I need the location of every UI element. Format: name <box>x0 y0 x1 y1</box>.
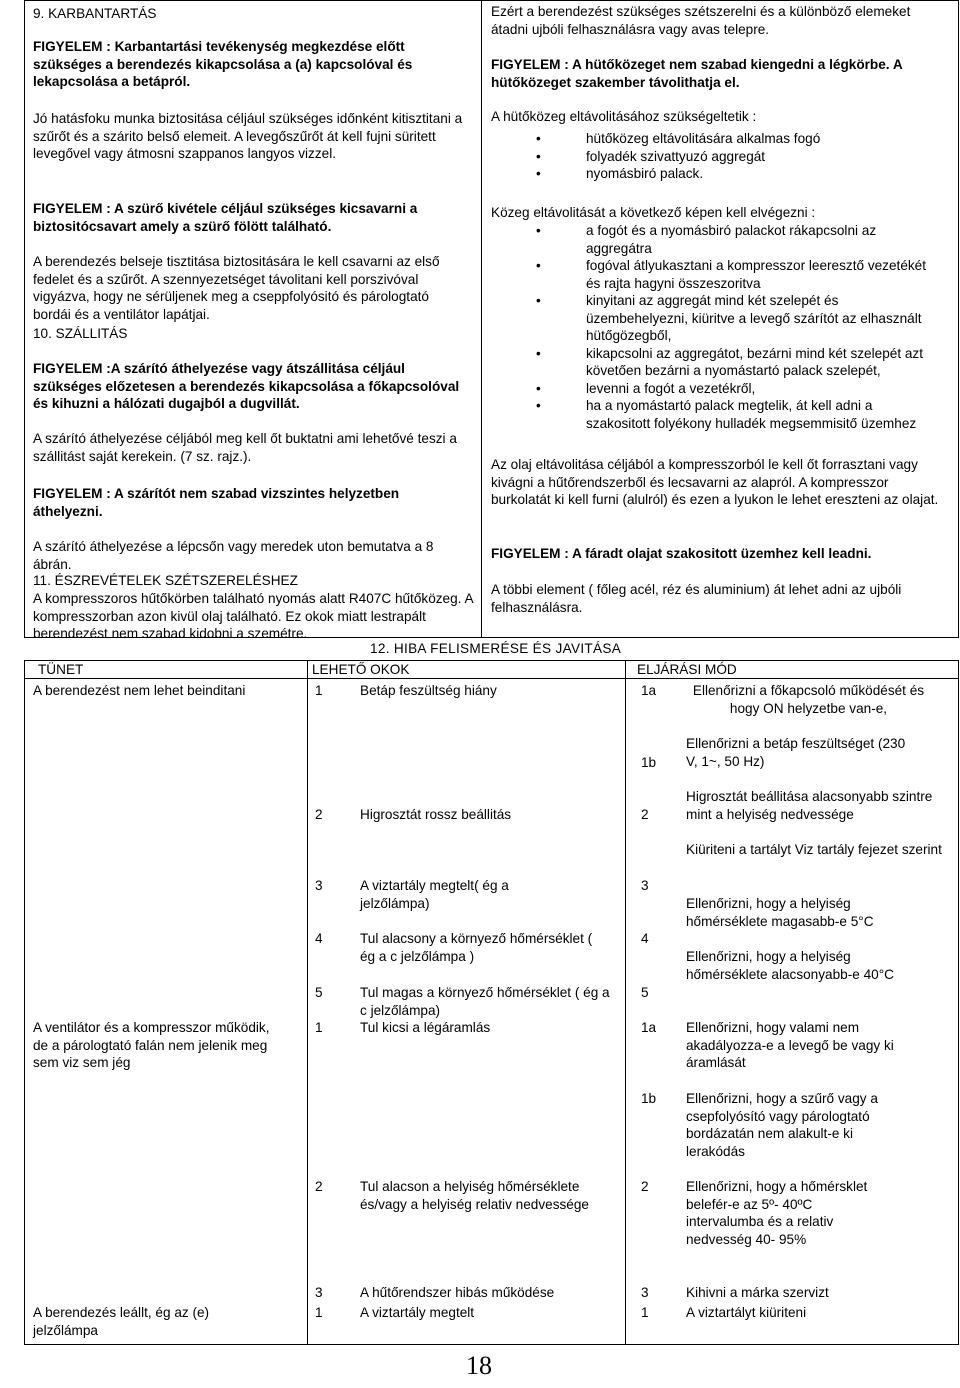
list-item: • folyadék szivattyuzó aggregát <box>491 148 941 166</box>
cause-number: 2 <box>315 1179 323 1194</box>
cause-text: Tul kicsi a légáramlás <box>360 1020 491 1035</box>
warning-oil: FIGYELEM : A fáradt olajat szakositott üzemhez kell leadni. <box>491 546 872 561</box>
section-10-heading: 10. SZÁLLITÁS <box>33 326 128 341</box>
header-causes: LEHETŐ OKOK <box>312 662 410 677</box>
header-symptom: TÜNET <box>38 662 84 677</box>
requirements-list <box>491 130 941 183</box>
action-text: Ellenőrizni, hogy a helyiség hőmérséklete alacsonyabb-e 40°C <box>686 949 894 982</box>
action-text: A viztartályt kiüriteni <box>686 1305 807 1320</box>
cause-number: 4 <box>315 931 323 946</box>
cause-text: Betáp feszültség hiány <box>360 683 497 698</box>
symptom-cell: A berendezést nem lehet beinditani <box>33 683 246 698</box>
action-number: 2 <box>641 1179 649 1194</box>
action-text: Ellenőrizni a főkapcsoló működését és hogy ON helyzetbe van-e, <box>692 683 925 716</box>
list-item: • levenni a fogót a vezetékről, <box>491 380 931 398</box>
cause-number: 3 <box>315 878 323 893</box>
refrigerant-paragraph: A kompresszoros hűtőkörben található nyomás alatt R407C hűtőközeg. A kompresszorban azon kivül olaj található. Ez okok miatt lestrapált berendezést nem szabad kidobni a szemétre. <box>33 591 473 641</box>
action-number: 1 <box>641 1305 649 1320</box>
action-text: Ellenőrizni a betáp feszültséget (230 V, 1~, 50 Hz) <box>686 736 906 769</box>
table-title: 12. HIBA FELISMERÉSE ÉS JAVITÁSA <box>370 641 622 656</box>
warning-refrigerant: FIGYELEM : A hütőközeget nem szabad kiengedni a légkörbe. A hütőközeget szakember távolithatja el. <box>491 57 903 90</box>
table-header-rule <box>24 678 959 679</box>
warning-transport: FIGYELEM :A szárító áthelyezése vagy átszállitása céljául szükséges előzetesen a berendezés kikapcsolása a főkapcsolóval és kihuzni a hálózati dugajból a dugvillát. <box>33 361 460 411</box>
removal-steps-list <box>491 222 931 432</box>
action-text: Ellenőrizni, hogy a szűrő vagy a csepfolyósító vagy párologtató bordázatán nem alakult-e ki lerakódás <box>686 1091 878 1159</box>
symptom-cell: A berendezés leállt, ég az (e) jelzőlámpa <box>33 1305 210 1338</box>
cause-text: Tul magas a környező hőmérséklet ( ég a c jelzőlámpa) <box>360 985 610 1018</box>
disassembly-paragraph: Ezért a berendezést szükséges szétszerelni és a különböző elemeket átadni ujbóli felhasználásra vagy avas telepre. <box>491 4 911 37</box>
cause-number: 1 <box>315 1305 323 1320</box>
list-item: • kikapcsolni az aggregátot, bezárni mind két szelepét azt követően bezárni a nyomástartó palack szelepét, <box>491 345 931 380</box>
action-text: Ellenőrizni, hogy a helyiség hőmérséklete magasabb-e 5°C <box>686 896 874 929</box>
action-number: 4 <box>641 931 649 946</box>
cause-text: Higrosztát rossz beállitás <box>360 807 512 822</box>
header-procedure: ELJÁRÁSI MÓD <box>637 662 737 677</box>
action-number: 3 <box>641 1285 649 1300</box>
cause-text: A hűtőrendszer hibás működése <box>360 1285 555 1300</box>
symptom-cell: A ventilátor és a kompresszor működik, de a párologtató falán nem jelenik meg sem viz sem jég <box>33 1020 270 1070</box>
cause-text: Tul alacson a helyiség hőmérséklete és/vagy a helyiség relativ nedvessége <box>360 1179 589 1212</box>
action-number: 2 <box>641 807 649 822</box>
recycling-paragraph: A többi element ( főleg acél, réz és aluminium) át lehet adni az ujbóli felhasználásra. <box>491 582 902 615</box>
section-9-heading: 9. KARBANTARTÁS <box>33 6 157 21</box>
list-item: • ha a nyomástartó palack megtelik, át kell adni a szakositott folyékony hulladék megsemmisitő üzemhez <box>491 397 931 432</box>
cause-number: 1 <box>315 1020 323 1035</box>
cause-number: 2 <box>315 807 323 822</box>
stairs-paragraph: A szárító áthelyezése a lépcsőn vagy meredek uton bemutatva a 8 ábrán. <box>33 539 434 572</box>
cause-number: 3 <box>315 1285 323 1300</box>
action-text: Kihivni a márka szervizt <box>686 1285 829 1300</box>
warning-filter: FIGYELEM : A szürő kivétele céljául szükséges kicsavarni a biztositócsavart amely a szürő fölött található. <box>33 201 418 234</box>
table-col-divider-2 <box>625 660 626 1345</box>
list-item: • nyomásbiró palack. <box>491 165 941 183</box>
cause-number: 5 <box>315 985 323 1000</box>
action-number: 5 <box>641 985 649 1000</box>
action-number: 1b <box>641 1091 657 1106</box>
list-item: • fogóval átlyukasztani a kompresszor leeresztő vezetékét és rajta hagyni összeszoritva <box>491 257 931 292</box>
list-item: • kinyitani az aggregát mind két szelepét és üzembehelyezni, kiüritve a levegő szárítót az elhasznált hütőgözegből, <box>491 292 931 345</box>
cause-text: Tul alacsony a környező hőmérséklet ( ég a c jelzőlámpa ) <box>360 931 593 964</box>
removal-requirements: A hütőközeg eltávolitásához szükségeltetik : <box>491 109 757 124</box>
action-text: Higrosztát beállitása alacsonyabb szintre mint a helyiség nedvessége <box>686 789 933 822</box>
list-item: • hütőközeg eltávolitására alkalmas fogó <box>491 130 941 148</box>
cause-text: A viztartály megtelt <box>360 1305 475 1320</box>
action-text: Ellenőrizni, hogy a hőmérsklet belefér-e az 5º- 40ºC intervalumba és a relativ nedvesség 40- 95% <box>686 1179 868 1247</box>
cause-text: A viztartály megtelt( ég a jelzőlámpa) <box>360 878 509 911</box>
section-11-heading: 11. ÉSZREVÉTELEK SZÉTSZERELÉSHEZ <box>33 573 298 588</box>
oil-removal-paragraph: Az olaj eltávolitása céljából a kompresszorból le kell őt forrasztani vagy kivágni a hűtőrendszerből és lecsavarni az alapról. A kompresszor burkolatát ki kell furni (alulról) és ezen a lyukon le lehet ereszteni az olajat. <box>491 457 939 507</box>
action-number: 1a <box>641 1020 657 1035</box>
tilting-paragraph: A szárító áthelyezése céljából meg kell őt buktatni ami lehetővé teszi a szállitást saját kerekein. (7 sz. rajz.). <box>33 431 457 464</box>
interior-cleaning-paragraph: A berendezés belseje tisztitása biztositására le kell csavarni az első fedelet és a szűrőt. A szennyezetséget távolitani kell porszivóval vigyázva, hogy ne sérüljenek meg a cseppfolyósitó és párologtató bordái és a ventilátor lapátjai. <box>33 254 440 322</box>
table-col-divider-1 <box>307 660 308 1345</box>
action-number: 3 <box>641 878 649 893</box>
action-text: Ellenőrizni, hogy valami nem akadályozza-e a levegő be vagy ki áramlását <box>686 1020 894 1070</box>
warning-horizontal: FIGYELEM : A szárítót nem szabad vizszintes helyzetben áthelyezni. <box>33 486 400 519</box>
page-number: 18 <box>466 1351 492 1380</box>
cleaning-paragraph: Jó hatásfoku munka biztositása céljául szükséges időnként kitisztitani a szűrőt és a szárito belső elemeit. A levegőszűrőt át kell fujni süritett levegővel vagy átmosni szappanos langyos vizzel. <box>33 111 463 161</box>
action-text: Kiüriteni a tartályt Viz tartály fejezet szerint <box>686 842 942 857</box>
action-number: 1a <box>641 683 657 698</box>
action-number: 1b <box>641 755 657 770</box>
warning-maintenance: FIGYELEM : Karbantartási tevékenység megkezdése előtt szükséges a berendezés kikapcsolása a (a) kapcsolóval és lekapcsolása a betápról. <box>33 39 413 89</box>
cause-number: 1 <box>315 683 323 698</box>
list-item: • a fogót és a nyomásbiró palackot rákapcsolni az aggregátra <box>491 222 931 257</box>
removal-steps-intro: Közeg eltávolitását a következő képen kell elvégezni : <box>491 205 816 220</box>
